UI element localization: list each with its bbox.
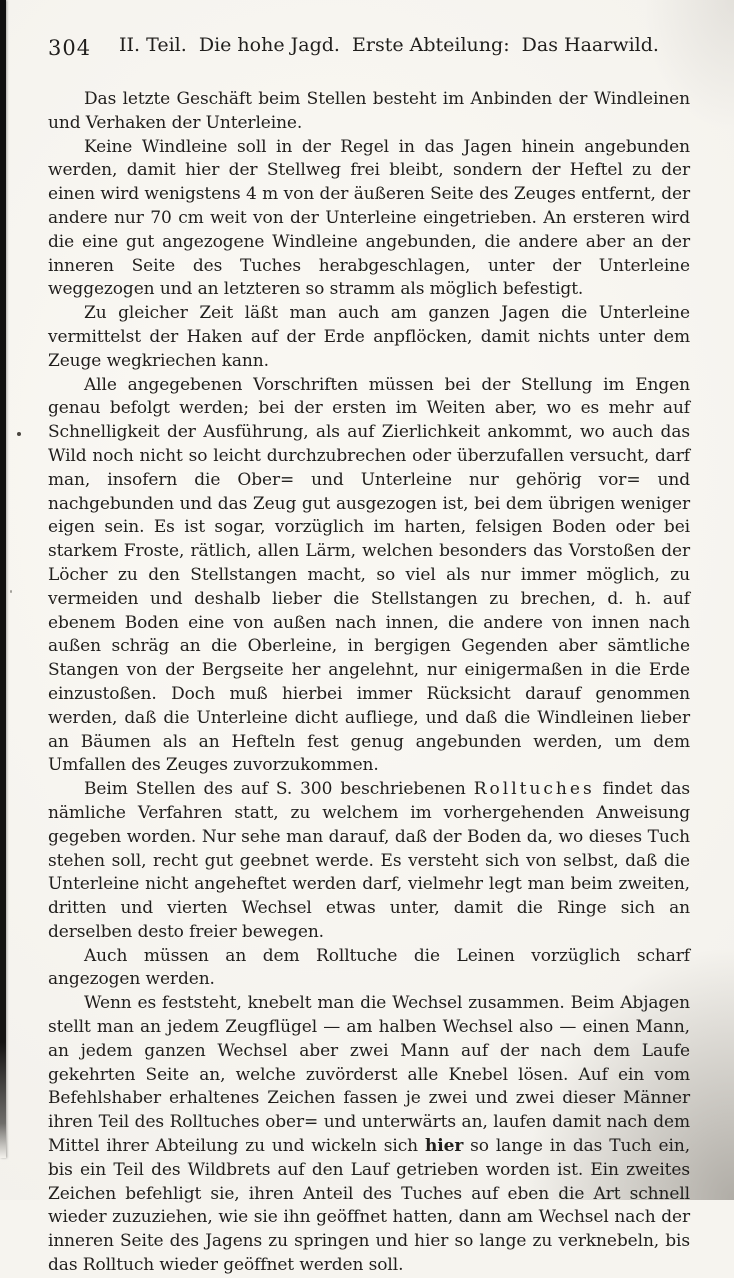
- paragraph: [48, 945, 690, 993]
- body-text: [48, 88, 690, 1278]
- text-run: Auch müssen an dem Rolltuche die Leinen vorzüglich scharf angezogen werden.: [48, 945, 690, 990]
- ink-speck: [10, 590, 12, 593]
- paragraph: [48, 778, 690, 945]
- paragraph: [48, 302, 690, 373]
- book-gutter-shadow: [0, 0, 6, 1158]
- text-run: Wenn es feststeht, knebelt man die Wechsel zusammen. Beim Abjagen stellt man an jedem Zeugflügel — am halben Wechsel also — einen Mann, an jedem ganzen Wechsel aber zwei Mann auf der nach dem Laufe gekehrten Seite an, welche zuvörderst alle Knebel lösen. Auf ein vom Befehlshaber erhaltenes Zeichen fassen je zwei und zwei dieser Männer ihren Teil des Rolltuches ober= und unterwärts an, laufen damit nach dem Mittel ihrer Abteilung zu und wickeln sich: [48, 993, 690, 1157]
- paragraph: [48, 992, 690, 1278]
- paragraph: [48, 88, 690, 136]
- text-run: Beim Stellen des auf S. 300 beschriebenen: [84, 779, 474, 800]
- paragraph: [48, 374, 690, 779]
- emphasized-text: hier: [424, 1136, 464, 1157]
- running-header: II. Teil. Die hohe Jagd. Erste Abteilung: Das Haarwild.: [119, 34, 659, 56]
- page-header: [48, 34, 690, 62]
- paragraph: [48, 136, 690, 303]
- page-number: 304: [48, 36, 92, 60]
- text-run: findet das nämliche Verfahren statt, zu welchem im vorhergehenden Anweisung gegeben worden. Nur sehe man darauf, daß der Boden da, wo dieses Tuch stehen soll, recht gut geebnet werde. Es versteht sich von selbst, daß die Unterleine nicht angeheftet werden darf, vielmehr legt man beim zweiten, dritten und vierten Wechsel etwas unter, damit die Ringe sich an derselben desto freier bewegen.: [48, 779, 690, 942]
- text-run: Zu gleicher Zeit läßt man auch am ganzen Jagen die Unterleine vermittelst der Haken auf der Erde anpflöcken, damit nichts unter dem Zeuge wegkriechen kann.: [48, 303, 690, 371]
- text-run: Das letzte Geschäft beim Stellen besteht im Anbinden der Windleinen und Verhaken der Unterleine.: [48, 89, 690, 133]
- text-run: Alle angegebenen Vorschriften müssen bei der Stellung im Engen genau befolgt werden; bei der ersten im Weiten aber, wo es mehr auf Schnelligkeit der Ausführung, als auf Zierlichkeit ankommt, wo auch das Wild noch nicht so leicht durchzubrechen oder überzufallen versucht, darf man, insofern die Ober= und Unterleine nur gehörig vor= und nachgebunden und das Zeug gut ausgezogen ist, bei dem übrigen weniger eigen sein. Es ist sogar, vorzüglich im harten, felsigen Boden oder bei starkem Froste, rätlich, allen Lärm, welchen besonders das Vorstoßen der Löcher zu den Stellstangen macht, so viel als nur immer möglich, zu vermeiden und deshalb lieber die Stellstangen zu brechen, d. h. auf ebenem Boden eine von außen nach innen, die andere von innen nach außen schräg an die Oberleine, in bergigen Gegenden aber sämtliche Stangen von der Bergseite her angelehnt, nur einigermaßen in die Erde einzustoßen. Doch muß hierbei immer Rücksicht darauf genommen werden, daß die Unterleine dicht aufliege, und daß die Windleinen lieber an Bäumen als an Hefteln fest genug angebunden werden, um dem Umfallen des Zeuges zuvorzukommen.: [48, 374, 690, 776]
- text-run: Keine Windleine soll in der Regel in das Jagen hinein angebunden werden, damit hier der Stellweg frei bleibt, sondern der Heftel zu der einen wird wenigstens 4 m von der äußeren Seite des Zeuges entfernt, der andere nur 70 cm weit von der Unterleine eingetrieben. An ersteren wird die eine gut angezogene Windleine angebunden, die andere aber an der inneren Seite des Tuches herabgeschlagen, unter der Unterleine weggezogen und an letzteren so stramm als möglich befestigt.: [48, 136, 690, 300]
- ink-speck: [17, 432, 21, 436]
- emphasized-text: Rolltuches: [473, 779, 595, 800]
- text-run: so lange in das Tuch ein, bis ein Teil des Wildbrets auf den Lauf getrieben worden ist. Ein zweites Zeichen befehligt sie, ihren Anteil des Tuches auf eben die Art schnell wieder zuzuziehen, wie sie ihn geöffnet hatten, dann am Wechsel nach der inneren Seite des Jagens zu springen und hier so lange zu verknebeln, bis das Rolltuch wieder geöffnet werden soll.: [48, 1136, 690, 1276]
